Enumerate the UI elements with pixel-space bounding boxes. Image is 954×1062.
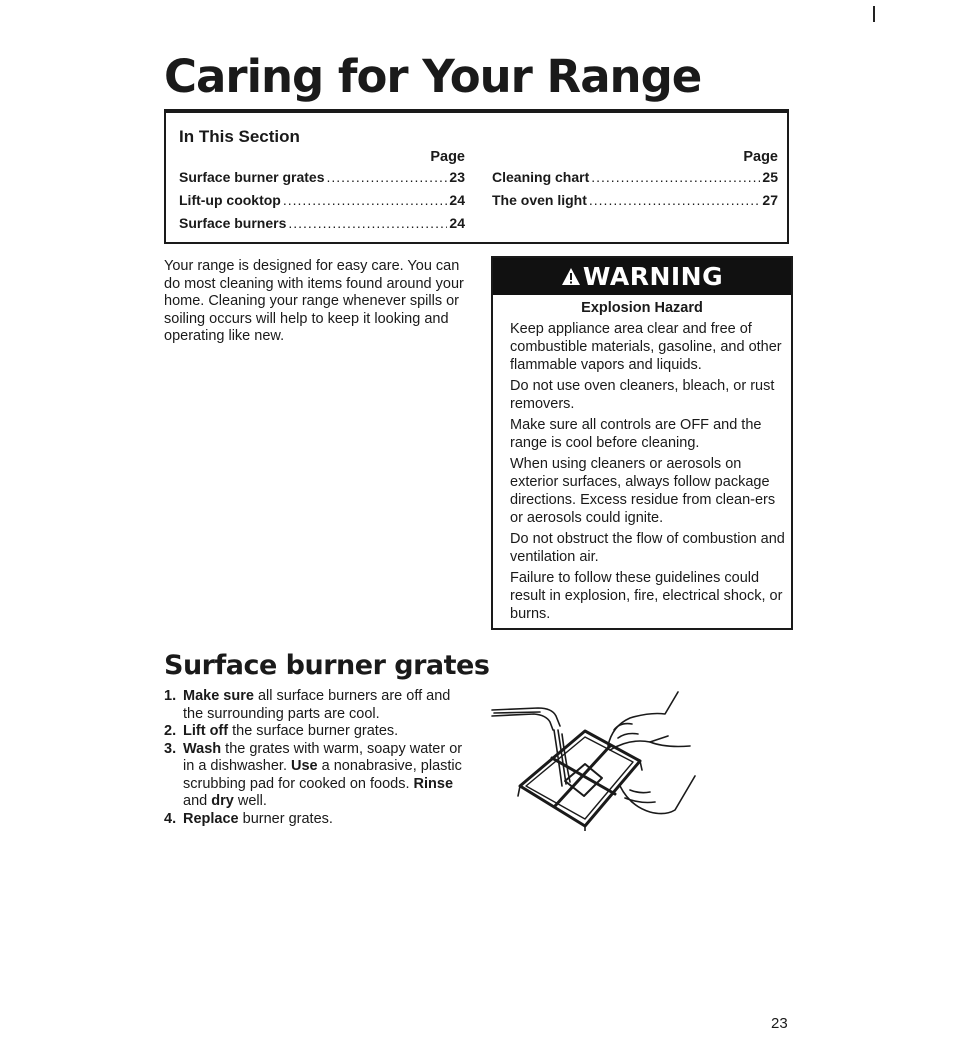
warning-box bbox=[491, 256, 793, 630]
warning-paragraph: Keep appliance area clear and free of combustible materials, gasoline, and other flammable vapors and liquids. bbox=[510, 321, 782, 373]
toc-page-header: Page bbox=[430, 149, 465, 165]
toc-entry[interactable] bbox=[492, 192, 778, 215]
warning-triangle-icon bbox=[561, 267, 581, 286]
step-number: 4. bbox=[164, 810, 177, 827]
warning-body bbox=[510, 320, 786, 626]
toc-column-left bbox=[179, 149, 465, 238]
toc-heading: In This Section bbox=[179, 127, 300, 146]
toc-leader-dots bbox=[327, 169, 448, 185]
warning-label: WARNING bbox=[582, 262, 724, 291]
step-number: 1. bbox=[164, 688, 177, 704]
step-number: 3. bbox=[164, 740, 177, 757]
step-text: a nonabrasive, plastic scrubbing pad for cooked on foods. bbox=[183, 758, 462, 792]
step-text: well. bbox=[233, 793, 267, 809]
step-item bbox=[164, 723, 474, 741]
step-keyword: Wash bbox=[183, 740, 222, 757]
warning-paragraph: Make sure all controls are OFF and the range is cool before cleaning. bbox=[510, 417, 762, 451]
step-text: and bbox=[183, 793, 212, 809]
toc-entry[interactable] bbox=[179, 192, 465, 215]
grate-washing-illustration bbox=[490, 686, 705, 831]
toc-entry-label: The oven light bbox=[492, 192, 587, 208]
toc-leader-dots bbox=[283, 192, 448, 208]
toc-column-right bbox=[492, 149, 778, 215]
warning-paragraph: Do not use oven cleaners, bleach, or rust removers. bbox=[510, 378, 775, 412]
step-keyword: Use bbox=[291, 758, 318, 774]
toc-entry-page: 24 bbox=[449, 192, 465, 208]
intro-paragraph: Your range is designed for easy care. You can do most cleaning with items found around your home. Cleaning your range whenever spills or soiling occurs will help to keep it looking and operating like new. bbox=[164, 258, 464, 344]
toc-entry[interactable] bbox=[179, 215, 465, 238]
toc-leader-dots bbox=[591, 169, 760, 185]
toc-page-header: Page bbox=[743, 149, 778, 165]
step-text: the grates with warm, soapy water or in a dishwasher. bbox=[183, 740, 463, 774]
toc-entry[interactable] bbox=[492, 169, 778, 192]
step-keyword: Replace bbox=[183, 810, 239, 827]
toc-entry-page: 23 bbox=[449, 169, 465, 185]
page-number: 23 bbox=[771, 1015, 788, 1032]
step-keyword: dry bbox=[211, 793, 234, 809]
step-item bbox=[164, 811, 474, 829]
toc-leader-dots bbox=[589, 192, 761, 208]
margin-mark bbox=[873, 6, 875, 22]
toc-entry-page: 24 bbox=[449, 215, 465, 231]
section-title: Surface burner grates bbox=[164, 650, 490, 681]
toc-entry-label: Lift-up cooktop bbox=[179, 192, 281, 208]
warning-banner bbox=[493, 258, 791, 295]
in-this-section-box bbox=[164, 109, 789, 244]
toc-entry[interactable] bbox=[179, 169, 465, 192]
step-text: burner grates. bbox=[238, 810, 333, 827]
toc-entry-label: Surface burner grates bbox=[179, 169, 325, 185]
warning-paragraph: Do not obstruct the flow of combustion and ventilation air. bbox=[510, 531, 785, 565]
warning-paragraph: When using cleaners or aerosols on exterior surfaces, always follow package directions. Excess residue from clean-ers or aerosols could ignite. bbox=[510, 456, 776, 526]
hazard-title: Explosion Hazard bbox=[581, 300, 703, 316]
toc-entry-page: 25 bbox=[762, 169, 778, 185]
warning-paragraph: Failure to follow these guidelines could result in explosion, fire, electrical shock, or burns. bbox=[510, 570, 783, 622]
steps-list bbox=[164, 688, 474, 828]
step-number: 2. bbox=[164, 723, 177, 739]
toc-leader-dots bbox=[288, 215, 447, 231]
step-text: the surface burner grates. bbox=[228, 723, 399, 739]
step-keyword: Lift off bbox=[183, 723, 229, 739]
step-keyword: Rinse bbox=[413, 775, 454, 792]
step-keyword: Make sure bbox=[183, 688, 254, 704]
toc-entry-page: 27 bbox=[762, 192, 778, 208]
page-title: Caring for Your Range bbox=[164, 50, 702, 103]
toc-entry-label: Surface burners bbox=[179, 215, 287, 231]
step-item bbox=[164, 688, 474, 723]
toc-entry-label: Cleaning chart bbox=[492, 169, 590, 185]
step-text: all surface burners are off and the surrounding parts are cool. bbox=[183, 688, 451, 722]
step-item bbox=[164, 741, 474, 811]
